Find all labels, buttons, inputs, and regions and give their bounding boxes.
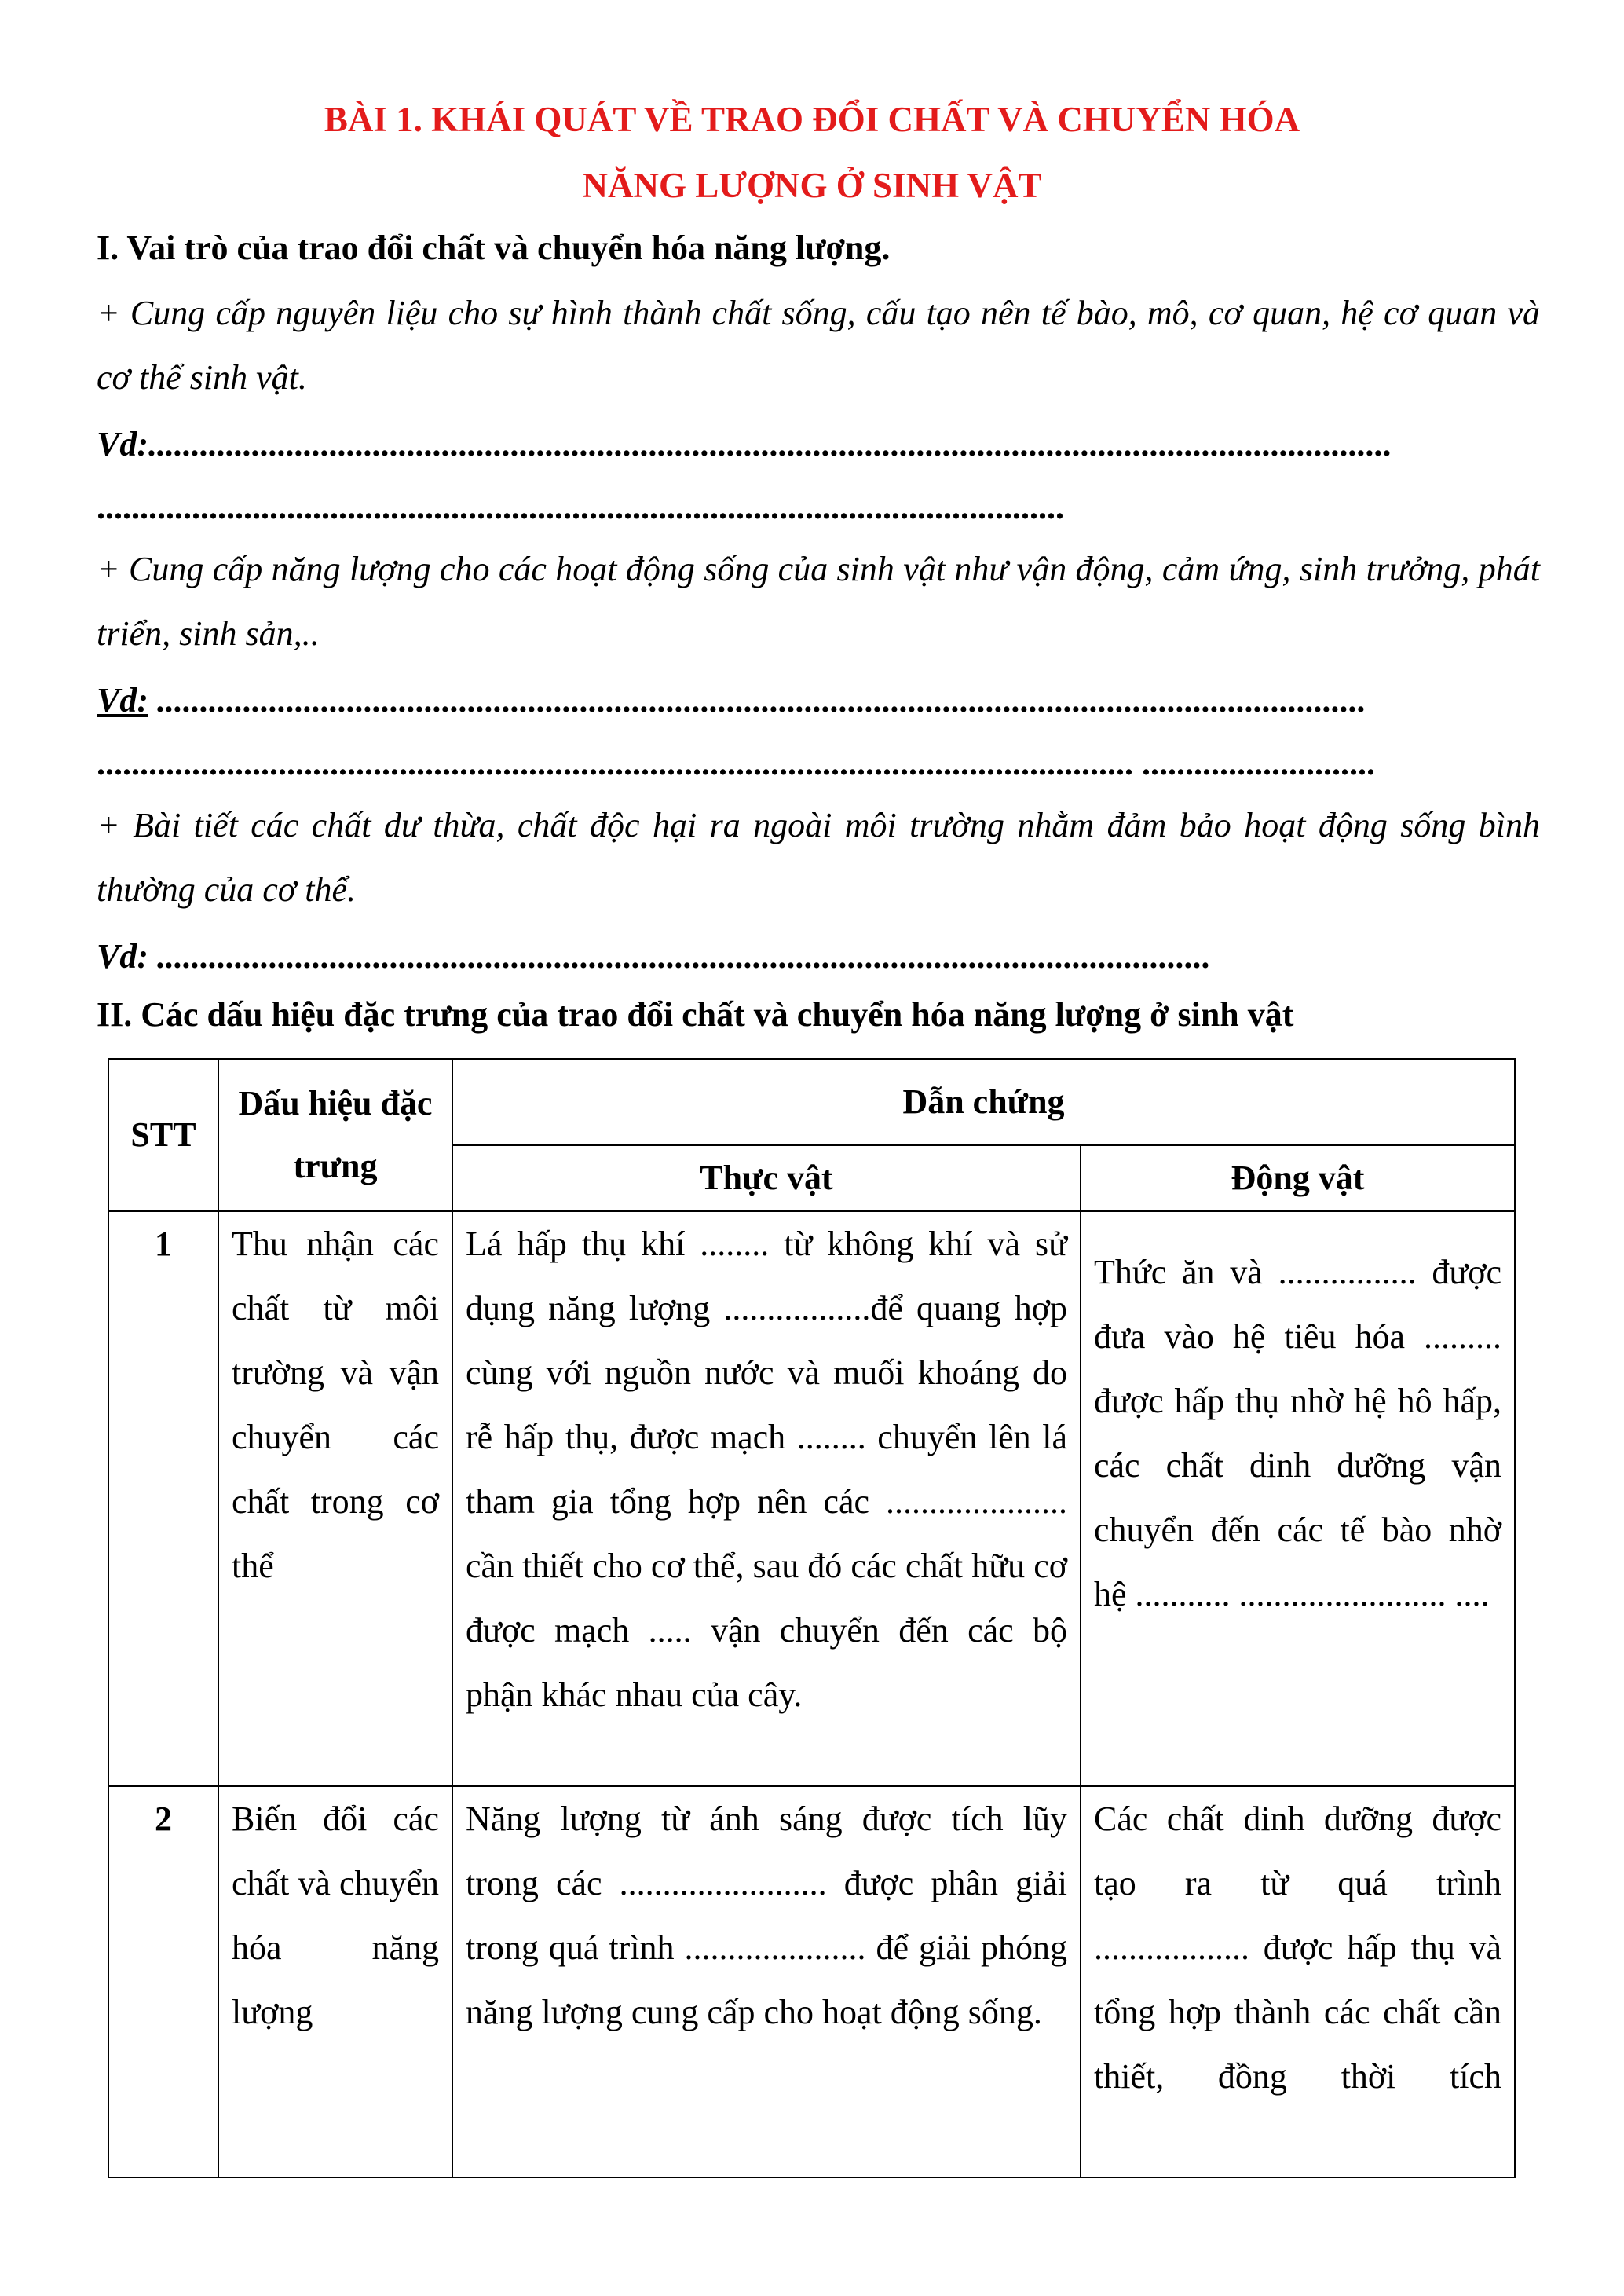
characteristics-table — [108, 1058, 1516, 2178]
row-2-stt: 2 — [108, 1786, 218, 2177]
role-1-text: + Cung cấp nguyên liệu cho sự hình thành chất sống, cấu tạo nên tế bào, mô, cơ quan, hệ cơ quan và cơ thể sinh vật. — [97, 294, 1540, 397]
role-2-example-dots-line-2: ........................................................................................................................ ........................... — [97, 744, 1375, 782]
row-2-plant: Năng lượng từ ánh sáng được tích lũy trong các ........................ được phân giải trong quá trình ..................... để giải phóng năng lượng cung cấp cho hoạt động sống. — [452, 1786, 1081, 2177]
row-1-plant: Lá hấp thụ khí ........ từ không khí và sử dụng năng lượng .................để quang hợp cùng với nguồn nước và muối khoáng do rễ hấp thụ, được mạch ........ chuyển lên lá tham gia tổng hợp nên các ..................... cần thiết cho cơ thể, sau đó các chất hữu cơ được mạch ..... vận chuyển đến các bộ phận khác nhau của cây. — [452, 1211, 1081, 1786]
example-dots: .......................................................................................................................... — [148, 937, 1211, 976]
role-1-example — [97, 423, 1540, 467]
role-3-example — [97, 935, 1353, 979]
example-dots: ............................................................................................................................................ — [148, 681, 1366, 720]
header-stt: STT — [108, 1059, 218, 1211]
header-sign: Dấu hiệu đặc trưng — [218, 1059, 452, 1211]
role-3-text: + Bài tiết các chất dư thừa, chất độc hại ra ngoài môi trường nhằm đảm bảo hoạt động sống bình thường của cơ thể. — [97, 806, 1540, 909]
role-1-example-dots-line-2: ................................................................................................................ — [97, 488, 1064, 526]
row-1-stt: 1 — [108, 1211, 218, 1786]
example-dots: ................................................................................................................................................ — [148, 425, 1392, 463]
example-label: Vd: — [97, 681, 148, 720]
header-animal: Động vật — [1081, 1145, 1515, 1211]
table-row — [108, 1786, 1515, 2177]
row-1-animal: Thức ăn và ................ được đưa vào hệ tiêu hóa ......... được hấp thụ nhờ hệ hô hấp, các chất dinh dưỡng vận chuyển đến các tế bào nhờ hệ ........... ........................ .... — [1081, 1211, 1515, 1786]
lesson-title-line-2: NĂNG LƯỢNG Ở SINH VẬT — [582, 166, 1042, 205]
table-header-row-1 — [108, 1059, 1515, 1145]
header-evidence: Dẫn chứng — [452, 1059, 1515, 1145]
row-2-sign: Biến đổi các chất và chuyển hóa năng lượng — [218, 1786, 452, 2177]
section-2-heading: II. Các dấu hiệu đặc trưng của trao đổi chất và chuyển hóa năng lượng ở sinh vật — [97, 995, 1294, 1034]
role-2-example — [97, 679, 1540, 723]
section-1-heading: I. Vai trò của trao đổi chất và chuyển hóa năng lượng. — [97, 229, 891, 267]
example-label: Vd: — [97, 937, 148, 976]
row-2-animal: Các chất dinh dưỡng được tạo ra từ quá trình .................. được hấp thụ và tổng hợp thành các chất cần thiết, đồng thời tích — [1081, 1786, 1515, 2177]
lesson-title-line-1: BÀI 1. KHÁI QUÁT VỀ TRAO ĐỔI CHẤT VÀ CHUYỂN HÓA — [324, 100, 1300, 139]
table-row — [108, 1211, 1515, 1786]
role-2-text: + Cung cấp năng lượng cho các hoạt động sống của sinh vật như vận động, cảm ứng, sinh trưởng, phát triển, sinh sản,.. — [97, 550, 1540, 653]
example-label: Vd: — [97, 425, 148, 463]
row-1-sign: Thu nhận các chất từ môi trường và vận chuyển các chất trong cơ thể — [218, 1211, 452, 1786]
header-plant: Thực vật — [452, 1145, 1081, 1211]
